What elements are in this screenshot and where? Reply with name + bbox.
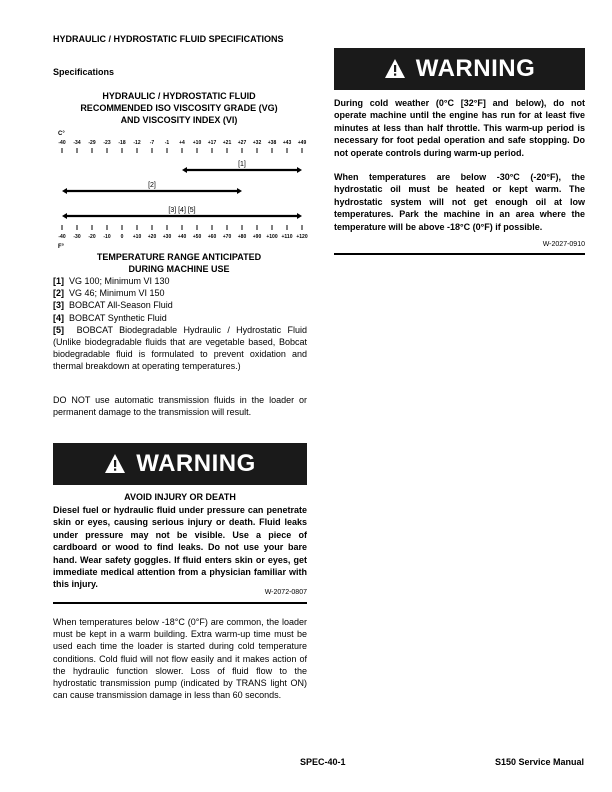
fahrenheit-tick-label: +100 — [266, 234, 278, 240]
celsius-tick-label: -29 — [88, 140, 96, 146]
range-bar-label: [3] [4] [5] — [168, 207, 196, 214]
legend-text: BOBCAT Biodegradable Hydraulic / Hydrostatic Fluid (Unlike biodegradable fluids that are vegetable based, Bobcat biodegradable fluid is formulated to prevent oxidation and thermal breakdown at operating temperatures.) — [53, 324, 307, 372]
warning-banner — [53, 443, 307, 485]
chart-title — [53, 90, 305, 126]
legend-num: [2] — [53, 288, 64, 299]
celsius-tick-label: +43 — [282, 140, 292, 146]
legend-text: VG 46; Minimum VI 150 — [69, 288, 165, 299]
fahrenheit-tick-label: +110 — [281, 234, 293, 240]
cold-weather-paragraph: When temperatures below -18°C (0°F) are common, the loader must be kept in a warm building. Extra warm-up time must be used each time the loader is started during cold temperature conditions. Cold fluid will not flow easily and it makes action of the hydraulic function slower. Loss of fluid flow to the hydrostatic transmission pump (indicated by TRANS light ON) can cause transmission damage in less than 60 seconds. — [53, 617, 307, 701]
celsius-tick-label: +10 — [192, 140, 202, 146]
fahrenheit-ticks — [62, 225, 302, 230]
warning-label: WARNING — [136, 450, 256, 477]
fahrenheit-tick-label: 0 — [120, 234, 124, 240]
fahrenheit-tick-label: +20 — [147, 234, 157, 240]
warning-banner — [334, 48, 585, 90]
subhead: Specifications — [53, 67, 115, 77]
warning-body — [334, 97, 585, 245]
fahrenheit-tick-label: +40 — [177, 234, 187, 240]
fahrenheit-tick-label: +80 — [237, 234, 247, 240]
celsius-tick-label: -1 — [164, 140, 170, 146]
fahrenheit-tick-label: -10 — [103, 234, 111, 240]
fahrenheit-tick-label: +60 — [207, 234, 217, 240]
legend-item — [53, 287, 307, 299]
manual-name: S150 Service Manual — [495, 757, 585, 767]
transmission-note: DO NOT use automatic transmission fluids in the loader or permanent damage to the transmission will result. — [53, 395, 307, 417]
celsius-tick-label: +17 — [207, 140, 217, 146]
arrow-right-icon — [237, 188, 242, 194]
fahrenheit-tick-labels — [58, 234, 307, 240]
legend-text: VG 100; Minimum VI 130 — [69, 276, 170, 286]
celsius-tick-label: -7 — [149, 140, 155, 146]
celsius-tick-label: -12 — [133, 140, 141, 146]
celsius-tick-label: +49 — [297, 140, 307, 146]
fahrenheit-tick-label: +70 — [222, 234, 232, 240]
arrow-right-icon — [297, 167, 302, 173]
warning-code: W-2072-0807 — [264, 589, 307, 596]
divider — [53, 602, 307, 604]
caption-line: TEMPERATURE RANGE ANTICIPATED — [96, 252, 262, 262]
celsius-tick-labels — [58, 140, 306, 146]
celsius-tick-label: +32 — [252, 140, 262, 146]
fahrenheit-tick-label: -40 — [58, 234, 66, 240]
arrow-left-icon — [62, 188, 67, 194]
celsius-unit-label: C° — [58, 131, 65, 137]
legend-item — [53, 275, 307, 287]
celsius-tick-label: +38 — [267, 140, 277, 146]
range-bar-label: [2] — [148, 182, 156, 189]
fahrenheit-unit-label: F° — [58, 244, 65, 250]
legend-text: BOBCAT Synthetic Fluid — [69, 312, 167, 323]
page-number: SPEC-40-1 — [300, 757, 346, 767]
legend-item — [53, 324, 307, 373]
chart-title-line: HYDRAULIC / HYDROSTATIC FLUID — [102, 91, 256, 101]
fahrenheit-tick-label: +90 — [252, 234, 262, 240]
celsius-tick-label: -40 — [58, 140, 66, 146]
warning-label: WARNING — [415, 55, 536, 82]
celsius-tick-label: -23 — [103, 140, 111, 146]
celsius-tick-label: +27 — [237, 140, 247, 146]
fahrenheit-tick-label: +30 — [162, 234, 172, 240]
fahrenheit-tick-label: -30 — [73, 234, 81, 240]
chart-title-line: RECOMMENDED ISO VISCOSITY GRADE (VG) — [80, 103, 278, 113]
warning-paragraph: When temperatures are below -30°C (-20°F), the hydrostatic oil must be heated or kept warm. The hydrostatic system will not get enough oil at low temperatures. Park the machine in an area where the temperature will be above -18°C (0°F) if possible. — [334, 172, 585, 232]
warning-heading: AVOID INJURY OR DEATH — [124, 492, 236, 502]
fahrenheit-tick-label: -20 — [88, 234, 96, 240]
legend-item — [53, 299, 307, 311]
arrow-right-icon — [297, 213, 302, 219]
warning-body: Diesel fuel or hydraulic fluid under pressure can penetrate skin or eyes, causing serious injury or death. Fluid leaks under pressure may not be visible. Use a piece of cardboard or wood to find leaks. Do not use your bare hand. Wear safety goggles. If fluid enters skin or eyes, get immediate medical attention from a physician familiar with this injury. — [53, 505, 307, 590]
celsius-tick-label: +4 — [179, 140, 185, 146]
celsius-tick-label: +21 — [222, 140, 232, 146]
warning-triangle-icon — [104, 453, 126, 475]
fahrenheit-tick-label: +50 — [192, 234, 202, 240]
warning-triangle-icon — [384, 58, 406, 80]
warning-paragraph: During cold weather (0°C [32°F] and below), do not operate machine until the engine has run for at least five minutes at less than half throttle. This warm-up period is necessary for foot pedal operation and safe stopping. Do not operate controls during warm-up period. — [334, 98, 585, 158]
fahrenheit-tick-label: +10 — [132, 234, 142, 240]
chart-caption — [53, 251, 305, 275]
range-bar-label: [1] — [238, 161, 246, 168]
section-title: HYDRAULIC / HYDROSTATIC FLUID SPECIFICATIONS — [53, 34, 284, 44]
warning-code: W-2027-0910 — [542, 241, 585, 248]
legend-item — [53, 312, 307, 324]
temperature-chart — [55, 128, 309, 250]
legend-num: [5] — [53, 324, 64, 335]
legend-num: [3] — [53, 300, 64, 311]
divider — [334, 253, 585, 255]
caption-line: DURING MACHINE USE — [128, 264, 230, 274]
celsius-tick-label: -34 — [73, 140, 81, 146]
fahrenheit-tick-label: +120 — [296, 234, 308, 240]
celsius-tick-label: -18 — [118, 140, 126, 146]
legend-num: [1] — [53, 276, 64, 286]
legend-text: BOBCAT All-Season Fluid — [69, 300, 173, 311]
range-bars — [62, 161, 302, 219]
arrow-left-icon — [182, 167, 187, 173]
chart-title-line: AND VISCOSITY INDEX (VI) — [120, 115, 238, 125]
legend-num: [4] — [53, 312, 64, 323]
arrow-left-icon — [62, 213, 67, 219]
celsius-ticks — [62, 148, 302, 153]
fluid-legend — [53, 275, 307, 373]
